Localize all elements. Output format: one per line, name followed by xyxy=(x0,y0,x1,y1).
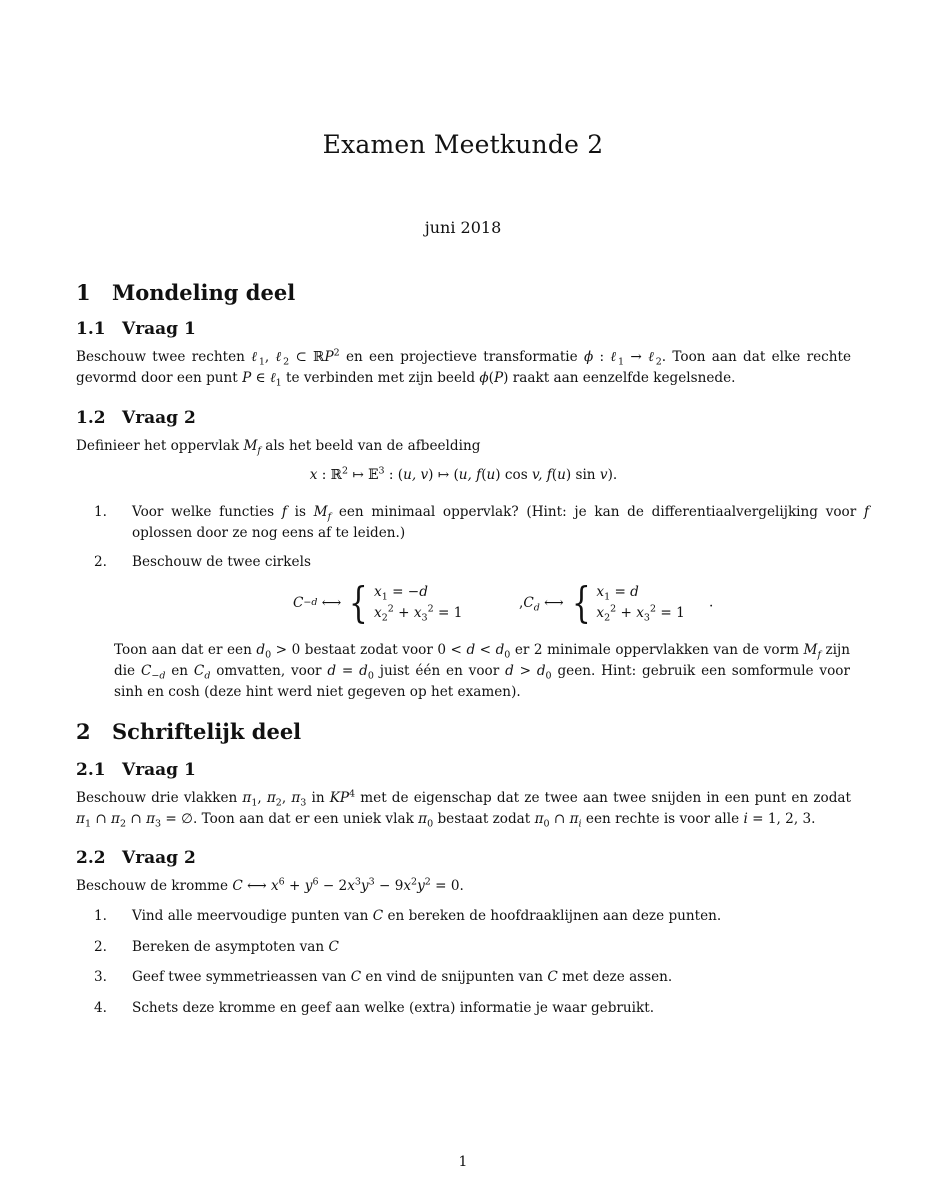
subsection-title: Vraag 2 xyxy=(122,408,196,428)
question-1-2-item-2-body: Toon aan dat er een $d_0 > 0$ bestaat zodat voor $0 < d < d_0$ er 2 minimale oppervlakken van de vorm $M_f$ zijn die $C_{-d}$ en $C_d$ omvatten, voor $d = d_0$ juist één en voor $d > d_0$ geen. Hint: gebruik een somformule voor sinh en cosh (deze hint werd niet gegeven op het examen). xyxy=(114,642,850,700)
subsection-2-1-heading xyxy=(76,760,196,780)
list-item-1-2-1: 1. Voor welke functies f is $M_f$ een minimaal oppervlak? (Hint: je kan de differentiaalvergelijking voor f oplossen door ze nog eens af te leiden.) xyxy=(94,504,869,541)
parametrization-equation: x : ℝ$^2$ ↦ 𝔼$^3$ : (u, v) ↦ (u, f(u) cos v, f(u) sin v). xyxy=(309,465,618,483)
section-number: 2 xyxy=(76,719,91,744)
document-date: juni 2018 xyxy=(424,218,502,237)
question-1-1-text: Beschouw twee rechten ℓ$_1$, ℓ$_2$ ⊂ ℝP$^2$ en een projectieve transformatie ϕ : ℓ$_1$ → ℓ$_2$. Toon aan dat elke rechte gevormd door een punt P ∈ ℓ$_1$ te verbinden met zijn beeld ϕ(P) raakt aan eenzelfde kegelsnede. xyxy=(76,347,851,389)
list-item-2-2-3: 3. Geef twee symmetrieassen van C en vind de snijpunten van C met deze assen. xyxy=(94,969,673,985)
page-number: 1 xyxy=(458,1154,468,1170)
circle-systems: C −d ⟷ { $x_1 = -d$ $x_2^2 + x_3^2 = 1$ , $C_d$ ⟷ { $x_1 = d$ $x_2^2 + x_3^2 = 1$ . xyxy=(293,578,714,627)
subsection-number: 1.1 xyxy=(76,319,106,339)
subsection-title: Vraag 1 xyxy=(122,760,196,780)
subsection-number: 2.2 xyxy=(76,848,106,868)
question-1-2-intro: Definieer het oppervlak $M_f$ als het beeld van de afbeelding xyxy=(76,438,481,457)
question-2-1-text: Beschouw drie vlakken $\pi_1$, $\pi_2$, $\pi_3$ in $KP^4$ met de eigenschap dat ze twee aan twee snijden in een punt en zodat $\pi_1$ ∩ $\pi_2$ ∩ $\pi_3$ = ∅. Toon aan dat er een uniek vlak $\pi_0$ bestaat zodat $\pi_0$ ∩ $\pi_i$ een rechte is voor alle i = 1, 2, 3. xyxy=(76,788,851,830)
section-1-heading xyxy=(76,280,295,305)
section-title: Mondeling deel xyxy=(112,280,296,305)
subsection-1-1-heading xyxy=(76,319,196,339)
question-2-2-intro: Beschouw de kromme C ⟷ $x^6 + y^6 - 2x^3y^3 - 9x^2y^2 = 0$. xyxy=(76,876,464,894)
list-item-2-2-1: 1. Vind alle meervoudige punten van C en bereken de hoofdraaklijnen aan deze punten. xyxy=(94,908,722,924)
section-number: 1 xyxy=(76,280,91,305)
subsection-1-2-heading xyxy=(76,408,196,428)
list-item-1-2-2: 2. Beschouw de twee cirkels xyxy=(94,554,311,570)
subsection-number: 1.2 xyxy=(76,408,106,428)
document-title: Examen Meetkunde 2 xyxy=(322,130,604,159)
subsection-number: 2.1 xyxy=(76,760,106,780)
section-2-heading xyxy=(76,719,301,744)
subsection-2-2-heading xyxy=(76,848,196,868)
subsection-title: Vraag 1 xyxy=(122,319,196,339)
list-item-2-2-4: 4. Schets deze kromme en geef aan welke (extra) informatie je waar gebruikt. xyxy=(94,1000,655,1016)
section-title: Schriftelijk deel xyxy=(112,719,302,744)
subsection-title: Vraag 2 xyxy=(122,848,196,868)
list-item-2-2-2: 2. Bereken de asymptoten van C xyxy=(94,939,339,955)
